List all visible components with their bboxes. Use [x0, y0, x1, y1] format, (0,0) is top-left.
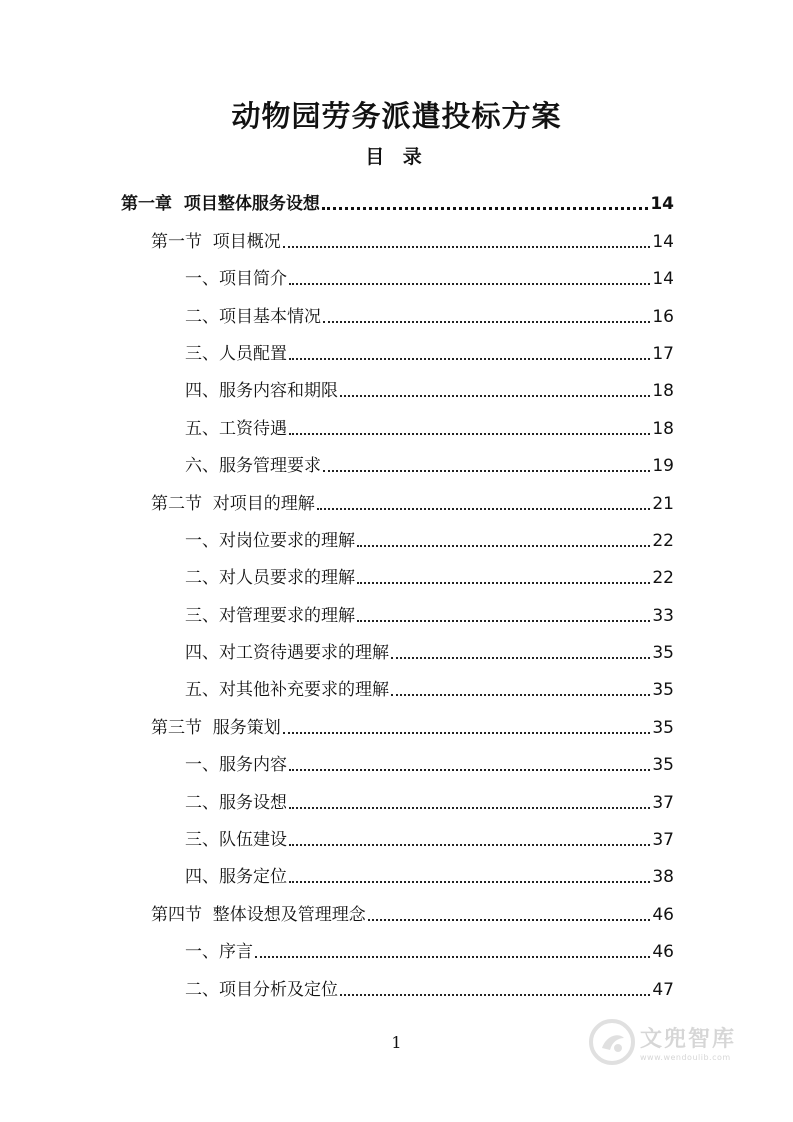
- toc-entry[interactable]: [0, 963, 793, 1000]
- toc-dot-leader: [289, 806, 650, 809]
- toc-entry-page: 14: [650, 194, 674, 215]
- watermark-name: 文兜智库: [640, 1027, 737, 1052]
- toc-entry[interactable]: [0, 178, 793, 215]
- toc-entry[interactable]: [0, 402, 793, 439]
- toc-entry-page: 22: [652, 568, 674, 589]
- toc-dot-leader: [368, 918, 651, 921]
- toc-entry-label: 五、对其他补充要求的理解: [185, 680, 389, 701]
- toc-entry-label: 一、服务内容: [185, 755, 287, 776]
- toc-entry[interactable]: [0, 888, 793, 925]
- toc-entry[interactable]: [0, 814, 793, 851]
- toc-heading: 目 录: [365, 146, 428, 168]
- toc-entry-page: 22: [652, 530, 674, 551]
- toc-entry-label: 二、项目分析及定位: [185, 979, 338, 1000]
- toc-entry-page: 35: [652, 755, 674, 776]
- toc-entry-page: 19: [652, 456, 674, 477]
- toc-entry[interactable]: [0, 253, 793, 290]
- toc-entry[interactable]: [0, 851, 793, 888]
- page-number: 1: [391, 1033, 402, 1052]
- toc-entry[interactable]: [0, 739, 793, 776]
- toc-dot-leader: [340, 993, 650, 996]
- toc-entry-label: 第一节 项目概况: [151, 231, 281, 252]
- toc-dot-leader: [357, 544, 650, 547]
- toc-entry-page: 35: [652, 717, 674, 738]
- toc-entry-label: 二、服务设想: [185, 792, 287, 813]
- toc-dot-leader: [323, 469, 650, 472]
- toc-entry[interactable]: [0, 627, 793, 664]
- toc-dot-leader: [289, 432, 650, 435]
- toc-entry-label: 第二节 对项目的理解: [151, 493, 315, 514]
- toc-dot-leader: [357, 581, 650, 584]
- toc-entry-page: 17: [652, 343, 674, 364]
- toc-entry-page: 18: [652, 381, 674, 402]
- toc-entry-page: 14: [652, 231, 674, 252]
- toc-entry-label: 四、服务内容和期限: [185, 381, 338, 402]
- toc-entry-page: 18: [652, 418, 674, 439]
- toc-entry[interactable]: [0, 589, 793, 626]
- toc-entry-label: 六、服务管理要求: [185, 456, 321, 477]
- toc-entry-label: 四、对工资待遇要求的理解: [185, 643, 389, 664]
- toc-entry-page: 38: [652, 867, 674, 888]
- toc-dot-leader: [322, 206, 648, 210]
- toc-entry[interactable]: [0, 365, 793, 402]
- toc-entry-page: 46: [652, 904, 674, 925]
- watermark-logo-icon: [588, 1018, 636, 1066]
- table-of-contents: [0, 178, 793, 1001]
- toc-entry-page: 47: [652, 979, 674, 1000]
- toc-entry-label: 二、项目基本情况: [185, 306, 321, 327]
- toc-entry-label: 一、对岗位要求的理解: [185, 530, 355, 551]
- toc-entry[interactable]: [0, 215, 793, 252]
- toc-entry-page: 33: [652, 605, 674, 626]
- toc-entry-label: 第三节 服务策划: [151, 717, 281, 738]
- toc-entry-label: 一、项目简介: [185, 269, 287, 290]
- toc-entry[interactable]: [0, 477, 793, 514]
- toc-dot-leader: [317, 507, 651, 510]
- toc-entry-label: 三、队伍建设: [185, 830, 287, 851]
- toc-dot-leader: [283, 731, 651, 734]
- toc-dot-leader: [289, 357, 650, 360]
- toc-entry[interactable]: [0, 328, 793, 365]
- toc-entry-label: 第一章 项目整体服务设想: [121, 194, 320, 215]
- toc-entry[interactable]: [0, 701, 793, 738]
- toc-entry-page: 35: [652, 680, 674, 701]
- toc-entry-label: 五、工资待遇: [185, 418, 287, 439]
- toc-entry-page: 37: [652, 792, 674, 813]
- toc-dot-leader: [323, 320, 650, 323]
- watermark-url: www.wendoulib.com: [640, 1053, 731, 1062]
- toc-dot-leader: [283, 245, 651, 248]
- toc-entry-label: 第四节 整体设想及管理理念: [151, 904, 366, 925]
- toc-entry-label: 二、对人员要求的理解: [185, 568, 355, 589]
- toc-dot-leader: [255, 955, 650, 958]
- toc-entry[interactable]: [0, 440, 793, 477]
- toc-dot-leader: [391, 693, 650, 696]
- toc-entry-page: 35: [652, 643, 674, 664]
- toc-entry-label: 三、人员配置: [185, 343, 287, 364]
- toc-dot-leader: [340, 394, 650, 397]
- toc-entry-label: 一、序言: [185, 942, 253, 963]
- toc-dot-leader: [357, 619, 650, 622]
- toc-dot-leader: [289, 282, 650, 285]
- toc-entry[interactable]: [0, 552, 793, 589]
- toc-entry-page: 46: [652, 942, 674, 963]
- toc-entry-page: 37: [652, 830, 674, 851]
- toc-dot-leader: [391, 656, 650, 659]
- toc-dot-leader: [289, 880, 650, 883]
- document-title: 动物园劳务派遣投标方案: [231, 99, 562, 133]
- toc-entry-page: 14: [652, 269, 674, 290]
- toc-entry-page: 21: [652, 493, 674, 514]
- toc-entry-label: 四、服务定位: [185, 867, 287, 888]
- watermark: [588, 1018, 736, 1066]
- toc-entry[interactable]: [0, 515, 793, 552]
- toc-entry-page: 16: [652, 306, 674, 327]
- toc-entry[interactable]: [0, 926, 793, 963]
- toc-dot-leader: [289, 768, 650, 771]
- toc-entry[interactable]: [0, 776, 793, 813]
- toc-entry-label: 三、对管理要求的理解: [185, 605, 355, 626]
- toc-entry[interactable]: [0, 290, 793, 327]
- toc-dot-leader: [289, 843, 650, 846]
- toc-entry[interactable]: [0, 664, 793, 701]
